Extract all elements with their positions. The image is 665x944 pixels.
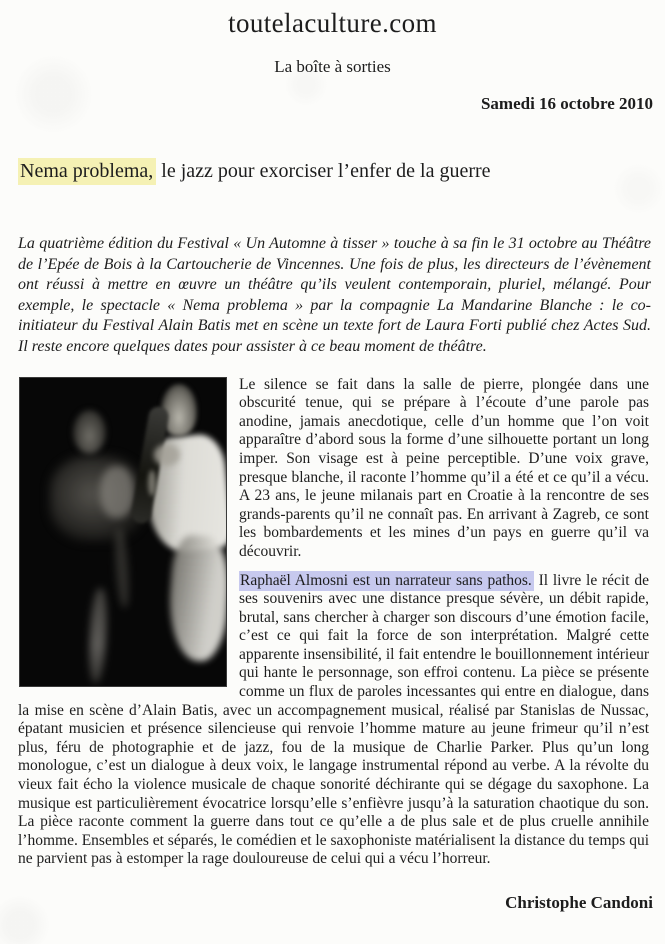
site-title: toutelaculture.com	[228, 8, 437, 38]
author-signature: Christophe Candoni	[505, 893, 653, 912]
article-date: Samedi 16 octobre 2010	[480, 94, 653, 113]
photo-trouser-highlight	[88, 587, 109, 683]
article-headline	[18, 158, 651, 184]
photo-white-jacket-lower	[166, 534, 226, 663]
photo-light-streak	[113, 527, 131, 608]
photo-actor-shirt-shape	[100, 466, 134, 518]
body-highlight-sentence: Raphaël Almosni est un narrateur sans pathos.	[240, 571, 532, 589]
article-body	[18, 376, 649, 869]
photo-saxophone-glint	[148, 470, 156, 496]
body-paragraph-1: Le silence se fait dans la salle de pierre, plongée dans une obscurité tenue, qui se prépare à l’écoute d’une parole pas anodine, jamais anecdotique, celle d’un homme que l’on voit apparaître d’abord sous la forme d’une silhouette portant un long imper. Son visage est à peine perceptible. D’une voix grave, presque blanche, il raconte l’homme qu’il a été et ce qu’il a vécu. A 23 ans, le jeune milanais part en Croatie à la rencontre de ses grands-parents qu’il ne connaît pas. En arrivant à Zagreb, ce sont les bombardements et les mines d’un pays en guerre qu’il va découvrir.	[239, 375, 649, 560]
body-paragraph-2-rest: Il livre le récit de ses souvenirs avec une distance presque sévère, un débit rapide, brutal, sans chercher à charger son discours d’une émotion facile, c’est ce qui fait la force de son interprétation. Malgré cette apparente insensibilité, il fait entendre le bouillonnement intérieur qui hante le personnage, son effroi contenu. La pièce se présente comme un flux de paroles incessantes qui entre en dialogue, dans la mise en scène d’Alain Batis, avec un accompagnement musical, réalisé par Stanislas de Nussac, épatant musicien et présence silencieuse qui renvoie l’homme mature au jeune frimeur qu’il n’est plus, féru de photographie et de jazz, fou de la musique de Charlie Parker. Plus qu’un long monologue, c’est un dialogue à deux voix, le langage instrumental répond au verbe. A la révolte du vieux fait écho la violence musicale de chaque sonorité déchirante qui se dégage du saxophone. La musique est particulièrement évocatrice lorsqu’elle s’enfièvre jusqu’à la saturation chaotique du son. La pièce raconte comment la guerre dans tout ce qu’elle a de plus sale et de plus cruelle annihile l’homme. Ensembles et séparés, le comédien et le saxophoniste matérialisent la distance du temps qui ne parvient pas à estomper la rage douloureuse de celui qui a vécu l’horreur.	[18, 571, 650, 868]
photo-hands-shape	[154, 444, 180, 466]
intro-paragraph: La quatrième édition du Festival « Un Automne à tisser » touche à sa fin le 31 octobre au Théâtre de l’Epée de Bois à la Cartoucherie de Vincennes. Une fois de plus, les directeurs de l’évènement ont réussi à mettre en œuvre un théâtre qu’ils veulent contemporain, pluriel, mélangé. Pour exemple, le spectacle « Nema problema » par la compagnie La Mandarine Blanche : le co-initiateur du Festival Alain Batis met en scène un texte fort de Laura Forti publié chez Actes Sud. Il reste encore quelques dates pour assister à ce beau moment de théâtre.	[18, 235, 651, 355]
stage-photo	[20, 378, 226, 686]
headline-highlight: Nema problema,	[18, 158, 156, 185]
photo-actor-face-shape	[73, 410, 106, 454]
headline-rest: le jazz pour exorciser l’enfer de la guerre	[156, 160, 491, 182]
site-tagline: La boîte à sorties	[274, 57, 391, 76]
